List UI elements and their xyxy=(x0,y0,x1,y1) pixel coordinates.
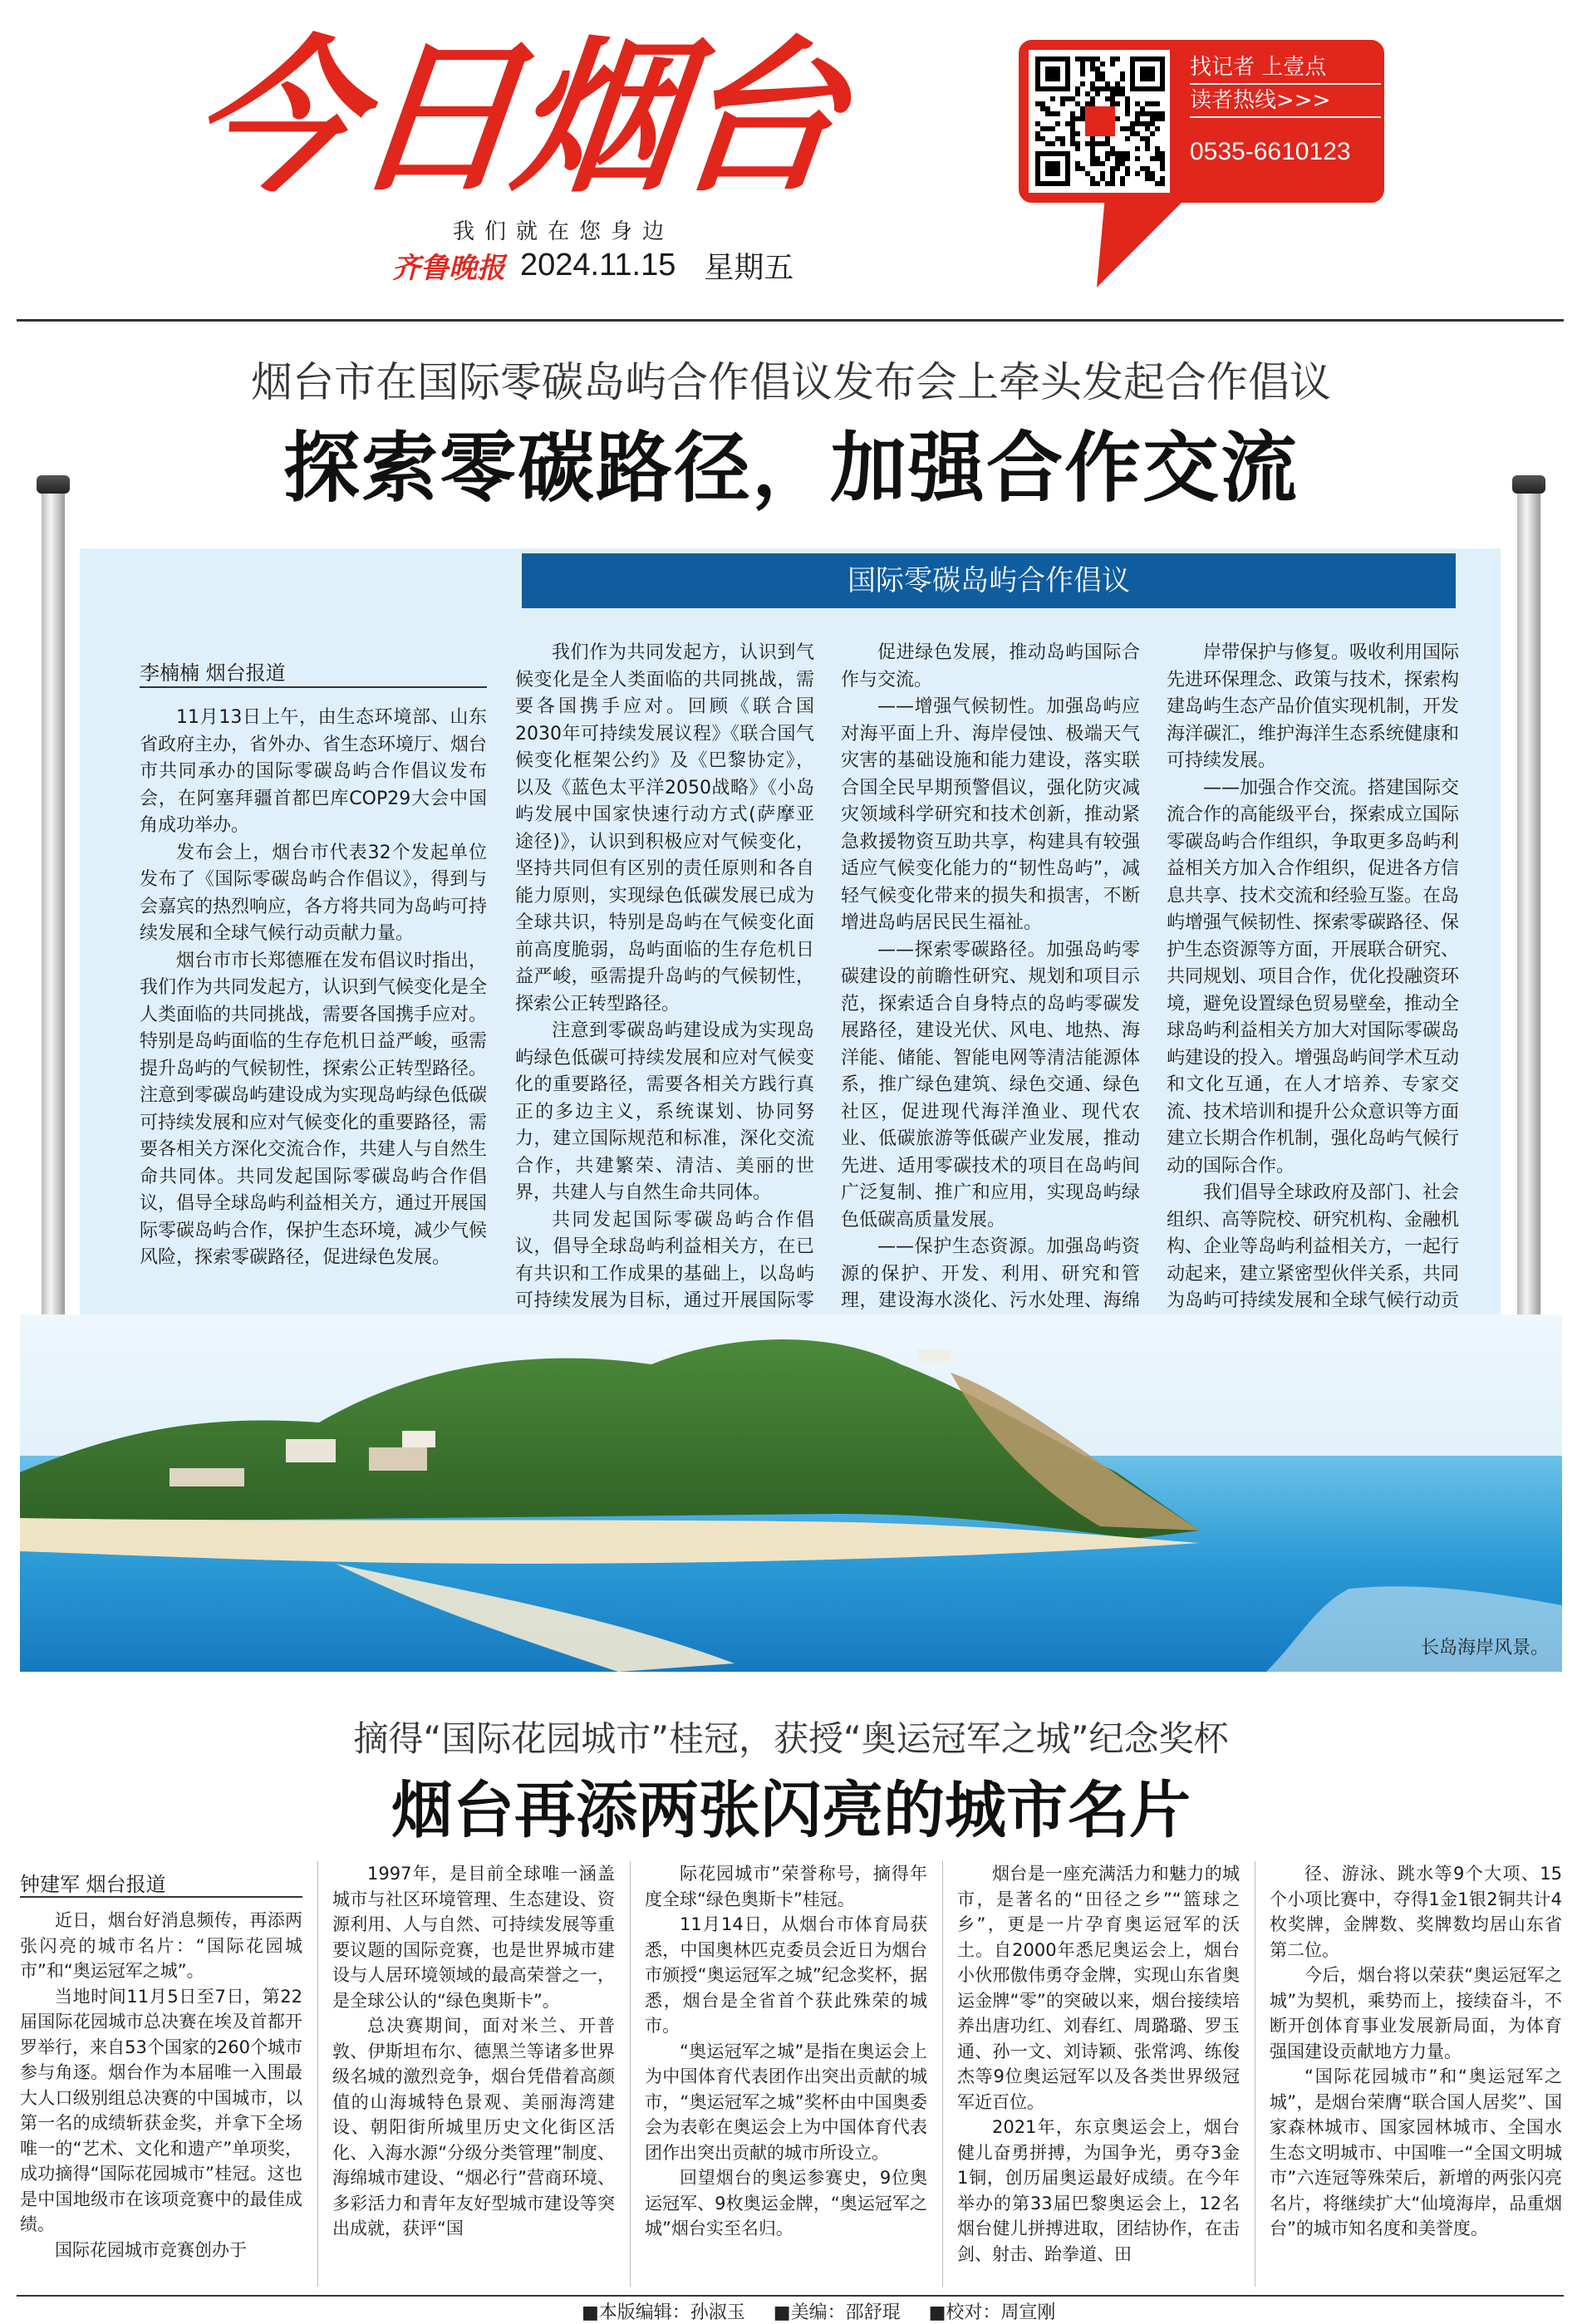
story2-column-1 xyxy=(20,1908,302,2290)
column-divider xyxy=(942,1861,943,2287)
issue-weekday: 星期五 xyxy=(704,250,794,285)
story1-byline: 李楠楠 烟台报道 xyxy=(140,661,286,685)
paragraph: 当地时间11月5日至7日，第22届国际花园城市总决赛在埃及首都开罗举行，来自53个国家的260个城市参与角逐。烟台作为本届唯一入围最大人口级别组总决赛的中国城市，以第一名的成绩斩获金奖，并拿下全场唯一的“艺术、文化和遗产”单项奖，成功摘得“国际花园城市”桂冠。这也是中国地级市在该项竞赛中的最佳成绩。 xyxy=(20,1986,302,2234)
paragraph: “国际花园城市”和“奥运冠军之城”，是烟台荣膺“联合国人居奖”、国家森林城市、国家园林城市、全国水生态文明城市、中国唯一“全国文明城市”六连冠等殊荣后，新增的两张闪亮名片，将继续扩大“仙境海岸，品重烟台”的城市知名度和美誉度。 xyxy=(1270,2066,1562,2238)
page-footer xyxy=(582,2298,1055,2324)
column-divider xyxy=(317,1861,318,2287)
top-rule xyxy=(17,319,1564,322)
byline-rule xyxy=(20,1896,302,1898)
paragraph: 2021年，东京奥运会上，烟台健儿奋勇拼搏，为国争光，勇夺3金1铜，创历届奥运最好成绩。在今年举办的第33届巴黎奥运会上，12名烟台健儿拼搏进取，团结协作，在击剑、射击、跆拳道、田 xyxy=(957,2117,1240,2264)
paragraph: ——保护生态资源。加强岛屿资源的保护、开发、利用、研究和管理，建设海水淡化、污水处理、海绵 xyxy=(841,1236,1140,1311)
paragraph: 共同发起国际零碳岛屿合作倡议，倡导全球岛屿利益相关方，在已有共识和工作成果的基础上，以岛屿可持续发展为目标，通过开展国际零 xyxy=(515,1209,814,1311)
paragraph: ——加强合作交流。搭建国际交流合作的高能级平台，探索成立国际零碳岛屿合作组织，争取更多岛屿利益相关方加入合作组织，促进各方信息共享、技术交流和经验互鉴。在岛屿增强气候韧性、探索零碳路径、保护生态资源等方面，开展联合研究、共同规划、项目合作，优化投融资环境，避免设置绿色贸易壁垒，推动全球岛屿利益相关方加大对国际零碳岛屿建设的投入。增强岛屿间学术互动和文化互通，在人才培养、专家交流、技术培训和提升公众意识等方面建立长期合作机制，强化岛屿气候行动的国际合作。 xyxy=(1167,777,1460,1177)
paragraph: 注意到零碳岛屿建设成为实现岛屿绿色低碳可持续发展和应对气候变化的重要路径，需要各相关方践行真正的多边主义，系统谋划、协同努力，建立国际规范和标准，深化交流合作，共建繁荣、清洁、美丽的世界，共建人与自然生命共同体。 xyxy=(515,1020,814,1203)
column-divider xyxy=(630,1861,631,2287)
slogan: 我们就在您身边 xyxy=(453,219,675,244)
paragraph: 11月13日上午，由生态环境部、山东省政府主办，省外办、省生态环境厅、烟台市共同承办的国际零碳岛屿合作倡议发布会，在阿塞拜疆首都巴库COP29大会中国角成功举办。 xyxy=(140,707,488,836)
story1-headline: 探索零碳路径，加强合作交流 xyxy=(282,423,1299,513)
coast-landscape-image xyxy=(20,1314,1562,1672)
newspaper-logo: 今日烟台 xyxy=(182,22,848,215)
paragraph: “奥运冠军之城”是指在奥运会上为中国体育代表团作出突出贡献的城市，“奥运冠军之城”奖杯由中国奥委会为表彰在奥运会上为中国体育代表团作出突出贡献的城市所设立。 xyxy=(645,2041,927,2163)
paragraph: 11月14日，从烟台市体育局获悉，中国奥林匹克委员会近日为烟台市颁授“奥运冠军之城”纪念奖杯，据悉，烟台是全省首个获此殊荣的城市。 xyxy=(645,1914,927,2036)
section-band: 国际零碳岛屿合作倡议 xyxy=(522,553,1456,608)
scroll-cap-icon xyxy=(37,475,70,494)
issue-date: 2024.11.15 xyxy=(520,247,676,283)
paragraph: 烟台是一座充满活力和魅力的城市，是著名的“田径之乡”“篮球之乡”，更是一片孕育奥运冠军的沃土。自2000年悉尼奥运会上，烟台小伙邢傲伟勇夺金牌，实现山东省奥运金牌“零”的突破以来，烟台接续培养出唐功红、刘春红、周璐璐、罗玉通、孙一文、刘诗颖、张常鸿、练俊杰等9位奥运冠军以及各类世界级冠军近百位。 xyxy=(957,1864,1240,2112)
story2-kicker: 摘得“国际花园城市”桂冠，获授“奥运冠军之城”纪念奖杯 xyxy=(353,1718,1229,1759)
story1-column-4 xyxy=(1167,640,1460,1311)
paragraph: 烟台市市长郑德雁在发布倡议时指出，我们作为共同发起方，认识到气候变化是全人类面临的共同挑战，需要各国携手应对。特别是岛屿面临的生存危机日益严峻，亟需提升岛屿的气候韧性，探索公正转型路径。注意到零碳岛屿建设成为实现岛屿绿色低碳可持续发展和应对气候变化的重要路径，需要各相关方深化交流合作，共建人与自然生命共同体。共同发起国际零碳岛屿合作倡议，倡导全球岛屿利益相关方，通过开展国际零碳岛屿合作，保护生态环境，减少气候风险，探索零碳路径，促进绿色发展。 xyxy=(140,950,488,1268)
masthead xyxy=(0,0,1582,324)
paragraph: 发布会上，烟台市代表32个发起单位发布了《国际零碳岛屿合作倡议》，得到与会嘉宾的热烈响应，各方将共同为岛屿可持续发展和全球气候行动贡献力量。 xyxy=(140,842,488,944)
hotline-line2: 读者热线>>> xyxy=(1190,85,1381,118)
paragraph: 总决赛期间，面对米兰、开普敦、伊斯坦布尔、德黑兰等诸多世界级名城的激烈竞争，烟台凭借着高颜值的山海城特色景观、美丽海湾建设、朝阳街所城里历史文化街区活化、入海水源“分级分类管理”制度、海绵城市建设、“烟必行”营商环境、多彩活力和青年友好型城市建设等突出成就，获评“国 xyxy=(332,2016,615,2238)
paragraph: 岸带保护与修复。吸收利用国际先进环保理念、政策与技术，探索构建岛屿生态产品价值实现机制，开发海洋碳汇，维护海洋生态系统健康和可持续发展。 xyxy=(1167,642,1460,771)
paragraph: 近日，烟台好消息频传，再添两张闪亮的城市名片：“国际花园城市”和“奥运冠军之城”。 xyxy=(20,1910,302,1981)
bottom-rule xyxy=(17,2295,1564,2297)
coast-photo xyxy=(20,1314,1562,1672)
paragraph: 我们作为共同发起方，认识到气候变化是全人类面临的共同挑战，需要各国携手应对。回顾《联合国2030年可持续发展议程》《联合国气候变化框架公约》及《巴黎协定》，以及《蓝色太平洋2050战略》《小岛屿发展中国家快速行动方式(萨摩亚途径)》，认识到积极应对气候变化，坚持共同但有区别的责任原则和各自能力原则，实现绿色低碳发展已成为全球共识，特别是岛屿在气候变化面前高度脆弱，岛屿面临的生存危机日益严峻，亟需提升岛屿的气候韧性，探索公正转型路径。 xyxy=(515,642,814,1015)
scroll-cap-icon xyxy=(1512,475,1545,494)
footer-editor: ■本版编辑：孙淑玉 xyxy=(582,2302,745,2323)
footer-proofreader: ■校对：周宣刚 xyxy=(928,2302,1056,2323)
paragraph: 今后，烟台将以荣获“奥运冠军之城”为契机，乘势而上，接续奋斗，不断开创体育事业发展新局面，为体育强国建设贡献地方力量。 xyxy=(1270,1965,1562,2061)
qr-code-icon[interactable] xyxy=(1035,57,1165,186)
hotline-text xyxy=(1190,52,1381,168)
story2-column-3 xyxy=(645,1861,927,2290)
photo-caption: 长岛海岸风景。 xyxy=(1420,1638,1549,1658)
story1-column-3 xyxy=(841,640,1140,1311)
paragraph: 径、游泳、跳水等9个大项、15个小项比赛中，夺得1金1银2铜共计4枚奖牌，金牌数、奖牌数均居山东省第二位。 xyxy=(1270,1864,1562,1960)
story1-column-2 xyxy=(515,640,814,1311)
paper-name: 齐鲁晚报 xyxy=(392,251,505,285)
paragraph: 1997年，是目前全球唯一涵盖城市与社区环境管理、生态建设、资源利用、人与自然、可持续发展等重要议题的国际竞赛，也是世界城市建设与人居环境领域的最高荣誉之一，是全球公认的“绿色奥斯卡”。 xyxy=(332,1864,615,2011)
story2-byline: 钟建军 烟台报道 xyxy=(20,1873,166,1896)
scroll-rod-left-icon xyxy=(42,482,65,1346)
paragraph: 促进绿色发展，推动岛屿国际合作与交流。 xyxy=(841,642,1140,690)
byline-rule xyxy=(140,686,487,688)
paragraph: ——探索零碳路径。加强岛屿零碳建设的前瞻性研究、规划和项目示范，探索适合自身特点的岛屿零碳发展路径，建设光伏、风电、地热、海洋能、储能、智能电网等清洁能源体系，推广绿色建筑、绿色交通、绿色社区，促进现代海洋渔业、现代农业、低碳旅游等低碳产业发展，推动先进、适用零碳技术的项目在岛屿间广泛复制、推广和应用，实现岛屿绿色低碳高质量发展。 xyxy=(841,939,1140,1231)
speech-tail-icon xyxy=(1097,196,1188,287)
paragraph: ——增强气候韧性。加强岛屿应对海平面上升、海岸侵蚀、极端天气灾害的基础设施和能力建设，落实联合国全民早期预警倡议，强化防灾减灾领域科学研究和技术创新，推动紧急救援物资互助共享，构建具有较强适应气候变化能力的“韧性岛屿”，减轻气候变化带来的损失和损害，不断增进岛屿居民民生福祉。 xyxy=(841,696,1140,933)
footer-designer: ■美编：邵舒琨 xyxy=(773,2302,901,2323)
hotline-line1: 找记者 上壹点 xyxy=(1190,52,1381,85)
story2-column-5 xyxy=(1270,1861,1562,2290)
dateline xyxy=(392,244,793,286)
paragraph: 我们倡导全球政府及部门、社会组织、高等院校、研究机构、金融机构、企业等岛屿利益相关方，一起行动起来，建立紧密型伙伴关系，共同为岛屿可持续发展和全球气候行动贡 xyxy=(1167,1182,1460,1311)
story2-column-2 xyxy=(332,1861,615,2290)
scroll-rod-right-icon xyxy=(1517,482,1540,1346)
reader-hotline-box xyxy=(1019,40,1384,203)
paragraph: 国际花园城市竞赛创办于 xyxy=(55,2239,247,2260)
hotline-phone: 0535-6610123 xyxy=(1190,138,1351,165)
paragraph: 际花园城市”荣誉称号，摘得年度全球“绿色奥斯卡”桂冠。 xyxy=(645,1864,927,1909)
story2-headline: 烟台再添两张闪亮的城市名片 xyxy=(391,1775,1191,1846)
story1-kicker: 烟台市在国际零碳岛屿合作倡议发布会上牵头发起合作倡议 xyxy=(251,358,1331,406)
story2-column-4 xyxy=(957,1861,1240,2290)
story1-column-1 xyxy=(140,705,487,1303)
paragraph: 回望烟台的奥运参赛史，9位奥运冠军、9枚奥运金牌，“奥运冠军之城”烟台实至名归。 xyxy=(645,2168,927,2238)
